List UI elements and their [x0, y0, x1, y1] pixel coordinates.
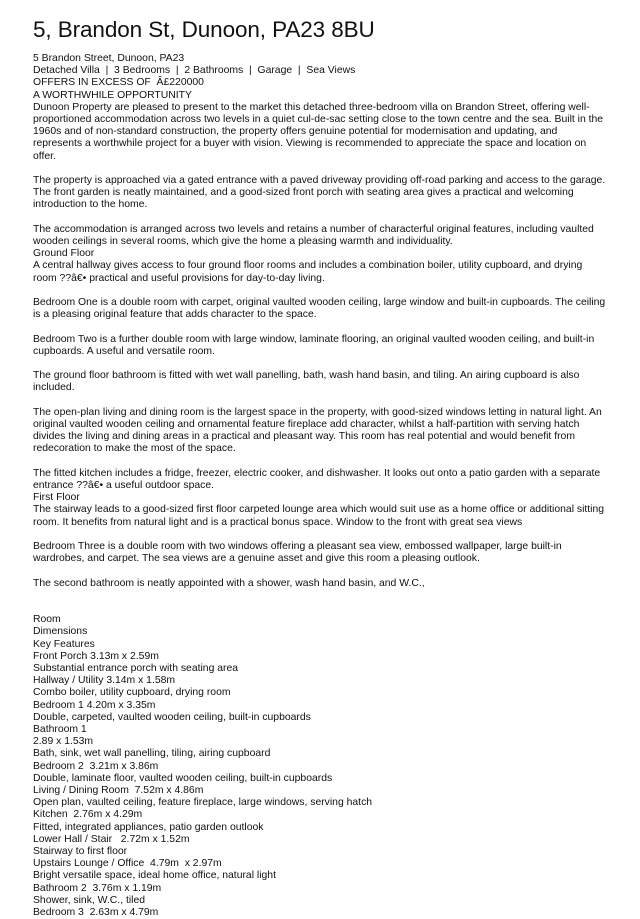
page-title: 5, Brandon St, Dunoon, PA23 8BU	[33, 17, 375, 42]
room-table-line: Lower Hall / Stair 2.72m x 1.52m	[33, 833, 190, 845]
room-table-line: Open plan, vaulted ceiling, feature fireplace, large windows, serving hatch	[33, 797, 373, 809]
room-table-line: 2.89 x 1.53m	[33, 736, 94, 748]
room-table-line: Fitted, integrated appliances, patio garden outlook	[33, 821, 264, 833]
hallway-paragraph: A central hallway gives access to four ground floor rooms and includes a combination boiler, utility cupboard, and drying room ??â€• practical and useful provisions for day-to-day living.	[33, 260, 583, 284]
room-table-line: Key Features	[33, 638, 95, 650]
intro-paragraph: Dunoon Property are pleased to present to the market this detached three-bedroom villa on Brandon Street, offering well-proportioned accommodation across two levels in a quiet cul-de-sac setting close to the town centre and the sea. Built in the 1960s and of non-standard construction, the property offers genuine potential for modernisation and updating, and represents a worthwhile project for a buyer with vision. Viewing is recommended to appreciate the space and location on offer.	[33, 101, 604, 162]
room-table	[33, 614, 607, 919]
room-table-line: Bathroom 1	[33, 724, 87, 735]
bedroom-one-paragraph: Bedroom One is a double room with carpet, original vaulted wooden ceiling, large window and built-in cupboards. The ceiling is a pleasing original feature that adds character to the space.	[33, 297, 606, 321]
room-table-line: Bedroom 3 2.63m x 4.79m	[33, 907, 159, 919]
ground-floor-heading: Ground Floor	[33, 248, 95, 260]
room-table-line: Upstairs Lounge / Office 4.79m x 2.97m	[33, 858, 222, 870]
ground-bathroom-paragraph: The ground floor bathroom is fitted with wet wall panelling, bath, wash hand basin, and tiling. An airing cupboard is also included.	[33, 370, 580, 394]
room-table-line: Dimensions	[33, 626, 88, 638]
room-table-line: Bath, sink, wet wall panelling, tiling, airing cupboard	[33, 748, 271, 760]
room-table-line: Shower, sink, W.C., tiled	[33, 894, 146, 906]
room-table-line: Bathroom 2 3.76m x 1.19m	[33, 882, 162, 894]
room-table-line: Bright versatile space, ideal home office, natural light	[33, 870, 276, 882]
price-line: OFFERS IN EXCESS OF Â£220000	[33, 77, 204, 89]
room-table-line: Living / Dining Room 7.52m x 4.86m	[33, 785, 204, 797]
room-table-line: Kitchen 2.76m x 4.29m	[33, 809, 143, 821]
headline: A WORTHWHILE OPPORTUNITY	[33, 89, 192, 101]
address-line: 5 Brandon Street, Dunoon, PA23	[33, 53, 185, 64]
first-floor-heading: First Floor	[33, 492, 80, 504]
features-line: Detached Villa | 3 Bedrooms | 2 Bathrooms | Garage | Sea Views	[33, 65, 356, 77]
room-table-line: Bedroom 2 3.21m x 3.86m	[33, 760, 159, 772]
room-table-line: Substantial entrance porch with seating area	[33, 662, 239, 674]
room-table-line: Hallway / Utility 3.14m x 1.58m	[33, 675, 176, 687]
room-table-line: Room	[33, 614, 61, 626]
room-table-line: Double, laminate floor, vaulted wooden ceiling, built-in cupboards	[33, 772, 333, 784]
room-table-line: Front Porch 3.13m x 2.59m	[33, 650, 159, 662]
room-table-line: Double, carpeted, vaulted wooden ceiling, built-in cupboards	[33, 711, 311, 723]
room-table-line: Bedroom 1 4.20m x 3.35m	[33, 699, 156, 711]
living-paragraph: The open-plan living and dining room is the largest space in the property, with good-sized windows letting in natural light. An original vaulted wooden ceiling and ornamental feature fireplace add character, whilst a half-partition with serving hatch divides the living and dining areas in a practical and pleasant way. This room has real potential and would benefit from redecoration to make the most of the space.	[33, 406, 602, 455]
accommodation-paragraph: The accommodation is arranged across two levels and retains a number of characterful original features, including vaulted wooden ceilings in several rooms, which give the home a pleasing warmth and individuality.	[33, 223, 594, 248]
stairway-paragraph: The stairway leads to a good-sized first floor carpeted lounge area which would suit use as a home office or additional sitting room. It benefits from natural light and is a practical bonus space. Window to the front with great sea views	[33, 504, 605, 528]
bedroom-two-paragraph: Bedroom Two is a further double room with large window, laminate flooring, an original vaulted wooden ceiling, and built-in cupboards. A useful and versatile room.	[33, 333, 595, 357]
bedroom-three-paragraph: Bedroom Three is a double room with two windows offering a pleasant sea view, embossed wallpaper, large built-in wardrobes, and carpet. The sea views are a genuine asset and give this room a pleasing outlook.	[33, 541, 562, 565]
room-table-line: Stairway to first floor	[33, 846, 128, 858]
kitchen-paragraph: The fitted kitchen includes a fridge, freezer, electric cooker, and dishwasher. It looks out onto a patio garden with a separate entrance ??â€• a useful outdoor space.	[33, 467, 601, 491]
approach-paragraph: The property is approached via a gated entrance with a paved driveway providing off-road parking and access to the garage. The front garden is neatly maintained, and a good-sized front porch with seating area gives a practical and welcoming introduction to the home.	[33, 175, 606, 211]
room-table-line: Combo boiler, utility cupboard, drying room	[33, 687, 231, 699]
second-bathroom-paragraph: The second bathroom is neatly appointed with a shower, wash hand basin, and W.C.,	[33, 577, 425, 589]
